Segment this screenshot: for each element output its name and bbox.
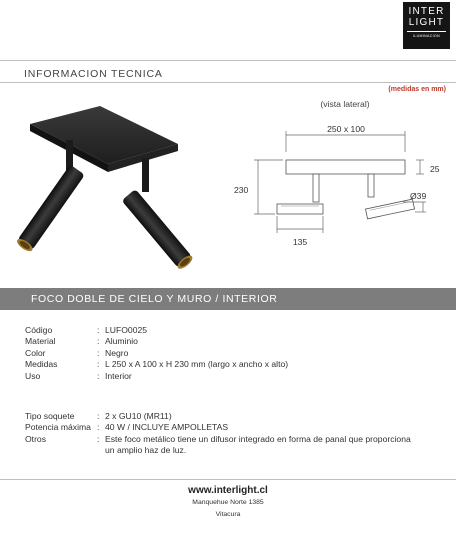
brand-logo-line2: LIGHT (408, 17, 445, 28)
brand-logo (403, 2, 450, 49)
product-photo (0, 84, 215, 284)
technical-drawing (225, 92, 456, 262)
plate-outline (286, 160, 405, 174)
brand-logo-line1: INTER (408, 6, 445, 17)
spec-key: Potencia máxima (25, 422, 91, 433)
spec-key: Código (25, 325, 53, 335)
spec-key: Color (25, 347, 46, 358)
dim-width-label: 135 (292, 237, 308, 247)
dim-top-label: 250 x 100 (327, 124, 365, 134)
dim-height-label: 230 (234, 185, 249, 195)
spec-sep: : (97, 433, 100, 444)
spec-sep: : (97, 359, 100, 370)
header-divider-bottom (0, 82, 456, 83)
product-title-banner (0, 288, 456, 310)
spec-sep: : (97, 422, 100, 433)
spec-key: Uso (25, 370, 41, 381)
footer-address: Manquehue Norte 1385 (192, 499, 264, 506)
spec-sep: : (97, 336, 100, 347)
left-lamp-outline (277, 204, 323, 214)
spec-value: 40 W / INCLUYE AMPOLLETAS (105, 422, 229, 433)
spec-value: LUFO0025 (105, 325, 148, 335)
footer-divider (0, 479, 456, 480)
spec-value: un amplio haz de luz. (105, 445, 187, 456)
spec-value: Aluminio (105, 336, 138, 347)
spec-value: Negro (105, 347, 129, 358)
view-label: (vista lateral) (320, 99, 370, 109)
spec-key: Otros (25, 433, 47, 444)
spec-value: Interior (105, 370, 132, 381)
product-title: FOCO DOBLE DE CIELO Y MURO / INTERIOR (31, 293, 278, 305)
spec-sep: : (97, 411, 100, 421)
dim-plate-label: 25 (430, 164, 440, 174)
spec-value: Este foco metálico tiene un difusor integrado en forma de panal que proporciona (105, 433, 411, 444)
footer-city: Vitacura (215, 511, 241, 518)
spec-value: 2 x GU10 (MR11) (105, 411, 172, 421)
dim-diameter-label: Ø39 (410, 191, 427, 201)
spec-sep: : (97, 370, 100, 381)
measure-note: (medidas en mm) (388, 86, 446, 93)
website-link[interactable]: www.interlight.cl (188, 485, 268, 496)
section-title: INFORMACION TECNICA (24, 68, 163, 80)
spec-value: L 250 x A 100 x H 230 mm (largo x ancho x alto) (105, 359, 289, 370)
brand-logo-line3: ILUMINACION (407, 31, 446, 38)
spec-key: Material (25, 336, 56, 347)
spec-key: Medidas (25, 359, 58, 370)
spec-sep: : (97, 347, 100, 358)
spec-key: Tipo soquete (25, 411, 75, 421)
spec-sep: : (97, 325, 100, 335)
header-divider-top (0, 60, 456, 61)
